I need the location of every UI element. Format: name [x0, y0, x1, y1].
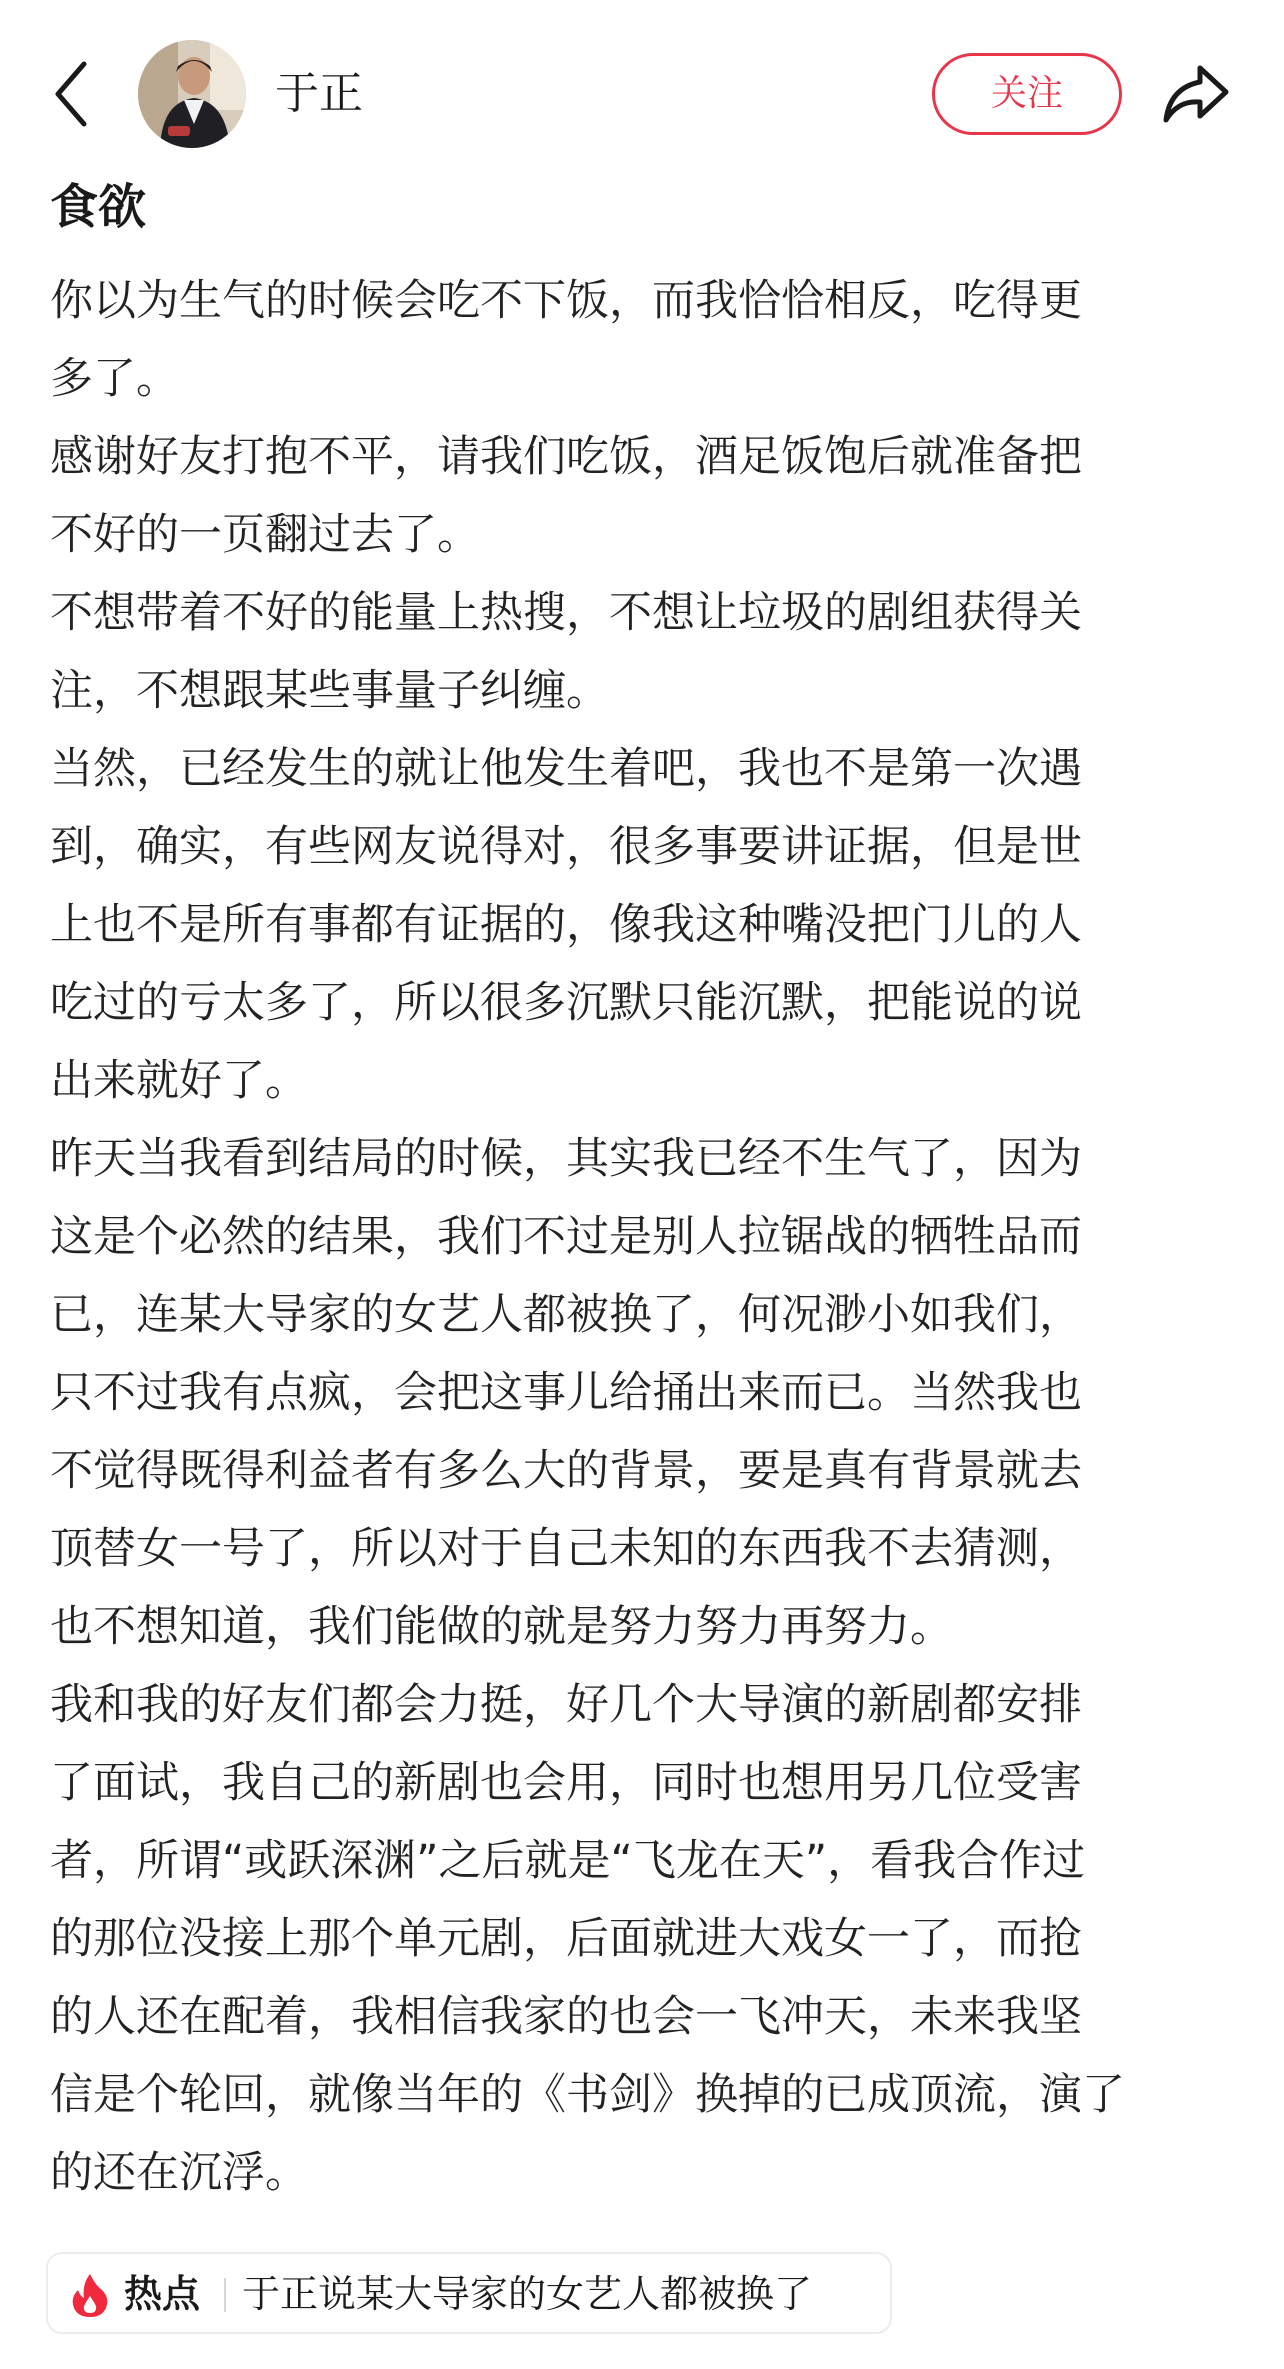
hot-topic-tag[interactable] [46, 2252, 892, 2334]
post-paragraph: 不想带着不好的能量上热搜，不想让垃圾的剧组获得关 注，不想跟某些事量子纠缠。 [50, 588, 1082, 716]
share-arrow-icon [1160, 58, 1232, 130]
chevron-left-icon [52, 58, 92, 130]
avatar[interactable] [138, 40, 246, 148]
back-button[interactable] [52, 58, 92, 130]
flame-icon [70, 2272, 110, 2318]
post-title: 食欲 [50, 179, 147, 235]
post-paragraph: 我和我的好友们都会力挺，好几个大导演的新剧都安排 了面试，我自己的新剧也会用，同时也想用另几位受害 者，所谓“或跃深渊”之后就是“飞龙在天”，看我合作过 的那位没接上那个单元剧，后面就进大戏女一了，而抢 的人还在配着，我相信我家的也会一飞冲天，未来我坚 信是个轮回，就像当年的《书剑》换掉的已成顶流，演了 的还在沉浮。 [50, 1680, 1125, 2198]
hot-topic-text: 于正说某大导家的女艺人都被换了 [242, 2272, 813, 2316]
bottom-safe-area [0, 2352, 1284, 2369]
author-name[interactable]: 于正 [275, 68, 363, 119]
post-paragraph: 昨天当我看到结局的时候，其实我已经不生气了，因为 这是个必然的结果，我们不过是别人拉锯战的牺牲品而 已，连某大导家的女艺人都被换了，何况渺小如我们， 只不过我有点疯，会把这事儿给捅出来而已。当然我也 不觉得既得利益者有多么大的背景，要是真有背景就去 顶替女一号了，所以对于自己未知的东西我不去猜测， 也不想知道，我们能做的就是努力努力再努力。 [50, 1134, 1082, 1652]
share-button[interactable] [1160, 58, 1232, 130]
post-paragraph: 当然，已经发生的就让他发生着吧，我也不是第一次遇 到，确实，有些网友说得对，很多事要讲证据，但是世 上也不是所有事都有证据的，像我这种嘴没把门儿的人 吃过的亏太多了，所以很多沉默只能沉默，把能说的说 出来就好了。 [50, 744, 1082, 1106]
post-paragraph: 感谢好友打抱不平，请我们吃饭，酒足饭饱后就准备把 不好的一页翻过去了。 [50, 432, 1082, 560]
top-bar [0, 0, 1284, 180]
hot-topic-label: 热点 [124, 2272, 201, 2316]
post-paragraph: 你以为生气的时候会吃不下饭，而我恰恰相反，吃得更 多了。 [50, 276, 1082, 404]
follow-button[interactable]: 关注 [932, 53, 1122, 135]
avatar-image [138, 40, 246, 148]
post-body [50, 262, 1240, 2212]
hot-topic-divider [224, 2278, 226, 2312]
